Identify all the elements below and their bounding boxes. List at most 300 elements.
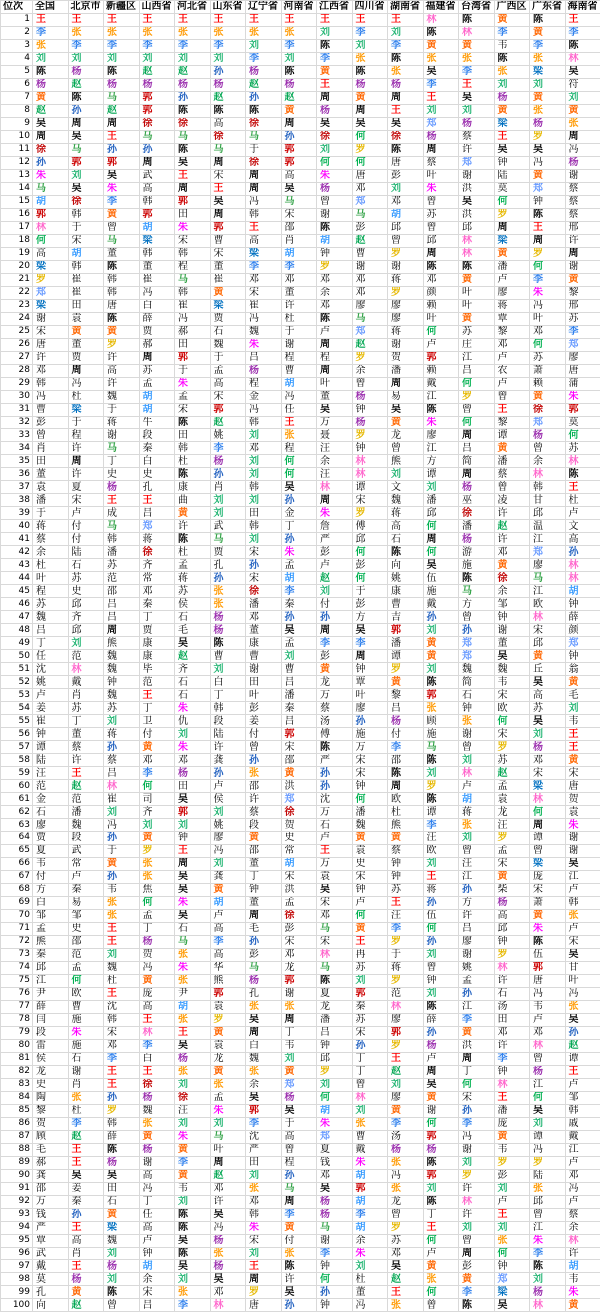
surname-cell: 陈: [565, 39, 600, 52]
surname-cell: 吴: [459, 91, 495, 104]
surname-cell: 余: [33, 546, 69, 559]
surname-cell: 何: [423, 325, 459, 338]
surname-cell: 莫: [494, 182, 530, 195]
surname-cell: 周: [317, 338, 353, 351]
rank-cell: 53: [1, 689, 33, 702]
surname-cell: 韩: [33, 377, 69, 390]
surname-cell: 赵: [565, 1039, 600, 1052]
surname-cell: 周: [317, 494, 353, 507]
surname-cell: 冉: [352, 948, 388, 961]
surname-cell: 焦: [139, 883, 175, 896]
surname-cell: 黄: [530, 26, 566, 39]
surname-cell: 郭: [423, 351, 459, 364]
table-row: [1, 1078, 600, 1091]
header-rank: 位次: [1, 1, 33, 14]
surname-cell: 杨: [530, 429, 566, 442]
surname-cell: 江: [459, 351, 495, 364]
surname-cell: 王: [104, 1065, 140, 1078]
surname-cell: 唐: [565, 780, 600, 793]
table-row: [1, 156, 600, 169]
surname-cell: 李: [352, 26, 388, 39]
surname-cell: 何: [530, 260, 566, 273]
surname-cell: 孟: [494, 844, 530, 857]
table-row: [1, 819, 600, 832]
table-row: [1, 403, 600, 416]
rank-cell: 48: [1, 624, 33, 637]
surname-cell: 叶: [33, 572, 69, 585]
surname-cell: 梁: [210, 299, 246, 312]
surname-cell: 李: [104, 39, 140, 52]
surname-cell: 卢: [68, 870, 104, 883]
surname-cell: 史: [352, 857, 388, 870]
surname-cell: 王: [388, 104, 424, 117]
surname-cell: 程: [281, 442, 317, 455]
surname-cell: 马: [104, 520, 140, 533]
rank-cell: 46: [1, 598, 33, 611]
surname-cell: 张: [530, 52, 566, 65]
surname-cell: 冯: [210, 844, 246, 857]
surname-cell: 刘: [565, 702, 600, 715]
rank-cell: 76: [1, 987, 33, 1000]
surname-cell: 许: [68, 468, 104, 481]
surname-cell: 邹: [565, 1091, 600, 1104]
surname-cell: 林: [530, 793, 566, 806]
surname-cell: 谢: [104, 429, 140, 442]
surname-cell: 周: [104, 624, 140, 637]
surname-cell: 黄: [104, 1208, 140, 1221]
surname-cell: 邹: [33, 909, 69, 922]
surname-cell: 周: [68, 364, 104, 377]
surname-cell: 黄: [317, 65, 353, 78]
surname-cell: 曾: [459, 403, 495, 416]
table-row: [1, 572, 600, 585]
surname-cell: 钟: [352, 663, 388, 676]
surname-cell: 朱: [352, 1156, 388, 1169]
surname-cell: 胡: [388, 208, 424, 221]
table-row: [1, 455, 600, 468]
surname-cell: 余: [494, 585, 530, 598]
surname-cell: 林: [352, 468, 388, 481]
surname-cell: 赵: [388, 1065, 424, 1078]
table-row: [1, 1182, 600, 1195]
surname-cell: 邓: [281, 948, 317, 961]
rank-cell: 67: [1, 870, 33, 883]
surname-cell: 王: [68, 1143, 104, 1156]
surname-cell: 何: [423, 546, 459, 559]
surname-cell: 张: [210, 598, 246, 611]
surname-cell: 陈: [352, 65, 388, 78]
surname-cell: 黄: [459, 39, 495, 52]
surname-cell: 邱: [423, 507, 459, 520]
surname-cell: 黄: [175, 507, 211, 520]
surname-cell: 唐: [530, 974, 566, 987]
surname-cell: 韩: [246, 520, 282, 533]
surname-cell: 龚: [210, 754, 246, 767]
surname-cell: 江: [530, 1078, 566, 1091]
table-row: [1, 1286, 600, 1299]
surname-cell: 王: [68, 1156, 104, 1169]
surname-cell: 覃: [352, 676, 388, 689]
surname-cell: 于: [246, 143, 282, 156]
surname-cell: 傅: [317, 728, 353, 741]
surname-cell: 宋: [68, 234, 104, 247]
table-row: [1, 1169, 600, 1182]
surname-cell: 赵: [68, 1130, 104, 1143]
surname-cell: 邓: [33, 364, 69, 377]
surname-cell: 梁: [68, 403, 104, 416]
surname-cell: 贾: [210, 312, 246, 325]
surname-cell: 肖: [33, 442, 69, 455]
surname-cell: 吴: [104, 169, 140, 182]
surname-cell: 孙: [281, 611, 317, 624]
surname-cell: 林: [139, 1026, 175, 1039]
surname-cell: 郭: [175, 195, 211, 208]
surname-cell: 何: [459, 377, 495, 390]
surname-cell: 马: [246, 961, 282, 974]
surname-cell: 蔡: [68, 741, 104, 754]
surname-cell: 邓: [494, 338, 530, 351]
surname-cell: 蒋: [423, 883, 459, 896]
surname-cell: 秦: [68, 1195, 104, 1208]
surname-cell: 许: [68, 442, 104, 455]
surname-cell: 贾: [139, 624, 175, 637]
surname-cell: 李: [423, 819, 459, 832]
rank-cell: 49: [1, 637, 33, 650]
surname-cell: 王: [139, 1013, 175, 1026]
surname-cell: 罗: [388, 935, 424, 948]
surname-cell: 曾: [423, 961, 459, 974]
surname-cell: 赵: [494, 520, 530, 533]
surname-cell: 刘: [175, 1117, 211, 1130]
surname-cell: 黄: [494, 870, 530, 883]
surname-cell: 牛: [139, 416, 175, 429]
surname-cell: 杨: [210, 624, 246, 637]
surname-cell: 周: [530, 234, 566, 247]
surname-cell: 王: [210, 182, 246, 195]
surname-cell: 林: [210, 1299, 246, 1312]
surname-cell: 崔: [210, 273, 246, 286]
surname-cell: 吴: [175, 793, 211, 806]
surname-cell: 陈: [175, 468, 211, 481]
surname-cell: 孙: [210, 65, 246, 78]
surname-cell: 杨: [246, 974, 282, 987]
table-row: [1, 351, 600, 364]
surname-cell: 徐: [175, 117, 211, 130]
table-row: [1, 883, 600, 896]
surname-cell: 朱: [530, 1234, 566, 1247]
surname-cell: 胡: [68, 247, 104, 260]
surname-cell: 张: [494, 65, 530, 78]
surname-cell: 付: [246, 728, 282, 741]
surname-cell: 冯: [352, 1299, 388, 1312]
surname-cell: 冯: [530, 156, 566, 169]
surname-cell: 吴: [281, 1104, 317, 1117]
surname-cell: 孙: [139, 143, 175, 156]
surname-cell: 钟: [139, 1247, 175, 1260]
surname-cell: 韩: [210, 702, 246, 715]
header-guangxi: 广西区: [494, 1, 530, 14]
surname-cell: 卢: [139, 1234, 175, 1247]
surname-cell: 孙: [281, 533, 317, 546]
table-row: [1, 247, 600, 260]
surname-cell: 王: [246, 13, 282, 26]
surname-cell: 郝: [33, 1156, 69, 1169]
surname-cell: 沈: [317, 793, 353, 806]
surname-cell: 黄: [210, 1065, 246, 1078]
surname-cell: 朱: [210, 1104, 246, 1117]
surname-cell: 董: [210, 260, 246, 273]
surname-cell: 杨: [423, 130, 459, 143]
surname-cell: 陈: [210, 104, 246, 117]
surname-cell: 张: [352, 52, 388, 65]
table-row: [1, 52, 600, 65]
surname-cell: 郑: [565, 637, 600, 650]
surname-cell: 郭: [281, 156, 317, 169]
surname-cell: 吴: [530, 715, 566, 728]
surname-cell: 胡: [317, 234, 353, 247]
surname-cell: 谢: [68, 1065, 104, 1078]
surname-cell: 吴: [210, 195, 246, 208]
surname-cell: 潘: [246, 598, 282, 611]
surname-cell: 韦: [494, 39, 530, 52]
surname-cell: 夏: [33, 844, 69, 857]
surname-cell: 曾: [459, 611, 495, 624]
surname-cell: 孙: [281, 494, 317, 507]
surname-cell: 王: [352, 935, 388, 948]
surname-cell: 彭: [459, 1260, 495, 1273]
surname-cell: 黄: [352, 832, 388, 845]
surname-cell: 赵: [388, 1273, 424, 1286]
surname-cell: 胡: [139, 390, 175, 403]
surname-cell: 刘: [175, 1078, 211, 1091]
surname-cell: 刘: [210, 663, 246, 676]
table-row: [1, 935, 600, 948]
surname-cell: 杜: [104, 974, 140, 987]
surname-cell: 郝: [139, 338, 175, 351]
surname-cell: 宋: [246, 286, 282, 299]
surname-cell: 汪: [317, 442, 353, 455]
surname-cell: 石: [317, 819, 353, 832]
surname-cell: 龙: [33, 1065, 69, 1078]
surname-cell: 周: [565, 130, 600, 143]
surname-cell: 陈: [246, 104, 282, 117]
surname-cell: 吴: [175, 883, 211, 896]
surname-cell: 陈: [530, 935, 566, 948]
surname-cell: 胡: [317, 1104, 353, 1117]
surname-cell: 高: [246, 234, 282, 247]
surname-cell: 汪: [459, 857, 495, 870]
surname-cell: 曾: [494, 390, 530, 403]
surname-cell: 罗: [139, 844, 175, 857]
surname-cell: 邓: [423, 273, 459, 286]
surname-cell: 郭: [352, 1182, 388, 1195]
surname-cell: 何: [139, 896, 175, 909]
surname-cell: 夏: [68, 481, 104, 494]
table-row: [1, 806, 600, 819]
surname-cell: 马: [246, 130, 282, 143]
rank-cell: 59: [1, 767, 33, 780]
surname-cell: 丁: [33, 637, 69, 650]
surname-cell: 王: [246, 221, 282, 234]
surname-cell: 段: [139, 429, 175, 442]
surname-cell: 张: [210, 585, 246, 598]
surname-cell: 李: [104, 195, 140, 208]
surname-cell: 汪: [494, 819, 530, 832]
surname-cell: 杨: [459, 533, 495, 546]
surname-cell: 郭: [423, 689, 459, 702]
rank-cell: 86: [1, 1117, 33, 1130]
surname-cell: 蒋: [175, 572, 211, 585]
surname-cell: 钟: [246, 883, 282, 896]
surname-cell: 朱: [317, 1117, 353, 1130]
surname-cell: 罗: [352, 507, 388, 520]
surname-cell: 孟: [139, 377, 175, 390]
surname-cell: 吕: [281, 715, 317, 728]
surname-cell: 胡: [139, 1260, 175, 1273]
surname-cell: 刘: [459, 754, 495, 767]
surname-cell: 吕: [139, 1299, 175, 1312]
surname-cell: 李: [139, 39, 175, 52]
surname-cell: 熊: [388, 819, 424, 832]
surname-cell: 胡: [210, 896, 246, 909]
surname-cell: 韩: [565, 896, 600, 909]
rank-cell: 23: [1, 299, 33, 312]
surname-cell: 秦: [139, 598, 175, 611]
surname-cell: 吴: [68, 182, 104, 195]
surname-cell: 杨: [459, 481, 495, 494]
surname-cell: 朱: [317, 507, 353, 520]
surname-cell: 袁: [210, 1039, 246, 1052]
surname-cell: 贺: [388, 351, 424, 364]
rank-cell: 35: [1, 455, 33, 468]
surname-cell: 罗: [388, 663, 424, 676]
header-hainan: 海南省: [565, 1, 600, 14]
surname-cell: 廖: [352, 702, 388, 715]
surname-cell: 钱: [317, 1156, 353, 1169]
surname-cell: 崔: [68, 286, 104, 299]
surname-cell: 吴: [494, 650, 530, 663]
surname-cell: 李: [210, 39, 246, 52]
surname-cell: 刘: [104, 1273, 140, 1286]
surname-cell: 吴: [388, 117, 424, 130]
surname-cell: 冯: [68, 377, 104, 390]
surname-cell: 王: [459, 78, 495, 91]
surname-cell: 孔: [33, 1286, 69, 1299]
surname-cell: 陈: [104, 65, 140, 78]
surname-cell: 潘: [281, 689, 317, 702]
surname-cell: 李: [246, 52, 282, 65]
surname-cell: 陈: [459, 572, 495, 585]
surname-cell: 杨: [494, 91, 530, 104]
surname-cell: 张: [175, 948, 211, 961]
surname-cell: 王: [104, 922, 140, 935]
surname-cell: 许: [494, 1039, 530, 1052]
surname-cell: 韦: [104, 883, 140, 896]
surname-cell: 董: [33, 468, 69, 481]
surname-cell: 黎: [494, 416, 530, 429]
surname-cell: 杜: [388, 806, 424, 819]
surname-cell: 许: [565, 1247, 600, 1260]
surname-cell: 刘: [494, 1221, 530, 1234]
surname-cell: 吴: [352, 117, 388, 130]
surname-cell: 张: [388, 1299, 424, 1312]
surname-cell: 常: [139, 572, 175, 585]
surname-cell: 易: [388, 390, 424, 403]
surname-cell: 胡: [352, 1169, 388, 1182]
surname-cell: 贺: [139, 948, 175, 961]
surname-cell: 丁: [423, 1208, 459, 1221]
surname-cell: 程: [175, 260, 211, 273]
rank-cell: 74: [1, 961, 33, 974]
surname-cell: 曹: [388, 598, 424, 611]
surname-cell: 曾: [530, 844, 566, 857]
surname-cell: 吴: [530, 1104, 566, 1117]
surname-cell: 汤: [388, 1130, 424, 1143]
surname-cell: 王: [423, 91, 459, 104]
surname-cell: 苏: [68, 702, 104, 715]
surname-cell: 朱: [565, 390, 600, 403]
surname-cell: 张: [565, 117, 600, 130]
surname-cell: 廖: [388, 312, 424, 325]
surname-cell: 宋: [139, 1286, 175, 1299]
surname-cell: 李: [210, 442, 246, 455]
surname-cell: 陈: [530, 1260, 566, 1273]
surname-cell: 贺: [33, 1117, 69, 1130]
surname-cell: 罗: [33, 273, 69, 286]
surname-cell: 周: [246, 1026, 282, 1039]
surname-cell: 吴: [494, 1299, 530, 1312]
table-row: [1, 598, 600, 611]
surname-cell: 高: [281, 169, 317, 182]
surname-cell: 宋: [281, 935, 317, 948]
surname-cell: 何: [281, 468, 317, 481]
surname-cell: 高: [494, 909, 530, 922]
surname-cell: 张: [139, 857, 175, 870]
table-row: [1, 728, 600, 741]
surname-cell: 黄: [565, 1299, 600, 1312]
surname-cell: 周: [68, 455, 104, 468]
surname-cell: 曾: [352, 377, 388, 390]
surname-cell: 熊: [104, 637, 140, 650]
rank-cell: 30: [1, 390, 33, 403]
surname-cell: 潘: [388, 637, 424, 650]
surname-cell: 刘: [423, 767, 459, 780]
surname-cell: 卢: [494, 377, 530, 390]
surname-cell: 郑: [459, 650, 495, 663]
surname-cell: 李: [388, 741, 424, 754]
surname-cell: 谭: [33, 741, 69, 754]
surname-cell: 李: [352, 1208, 388, 1221]
surname-cell: 何: [530, 806, 566, 819]
surname-cell: 张: [33, 39, 69, 52]
rank-cell: 98: [1, 1273, 33, 1286]
surname-cell: 蒋: [33, 520, 69, 533]
surname-cell: 吉: [388, 611, 424, 624]
surname-cell: 黄: [494, 442, 530, 455]
surname-cell: 胡: [281, 857, 317, 870]
surname-cell: 梁: [33, 260, 69, 273]
surname-cell: 何: [459, 416, 495, 429]
surname-cell: 赵: [246, 78, 282, 91]
surname-cell: 许: [459, 1182, 495, 1195]
surname-cell: 杜: [175, 546, 211, 559]
surname-cell: 胡: [565, 585, 600, 598]
surname-cell: 刘: [210, 857, 246, 870]
surname-cell: 邱: [68, 624, 104, 637]
table-row: [1, 312, 600, 325]
rank-cell: 99: [1, 1286, 33, 1299]
rank-cell: 31: [1, 403, 33, 416]
